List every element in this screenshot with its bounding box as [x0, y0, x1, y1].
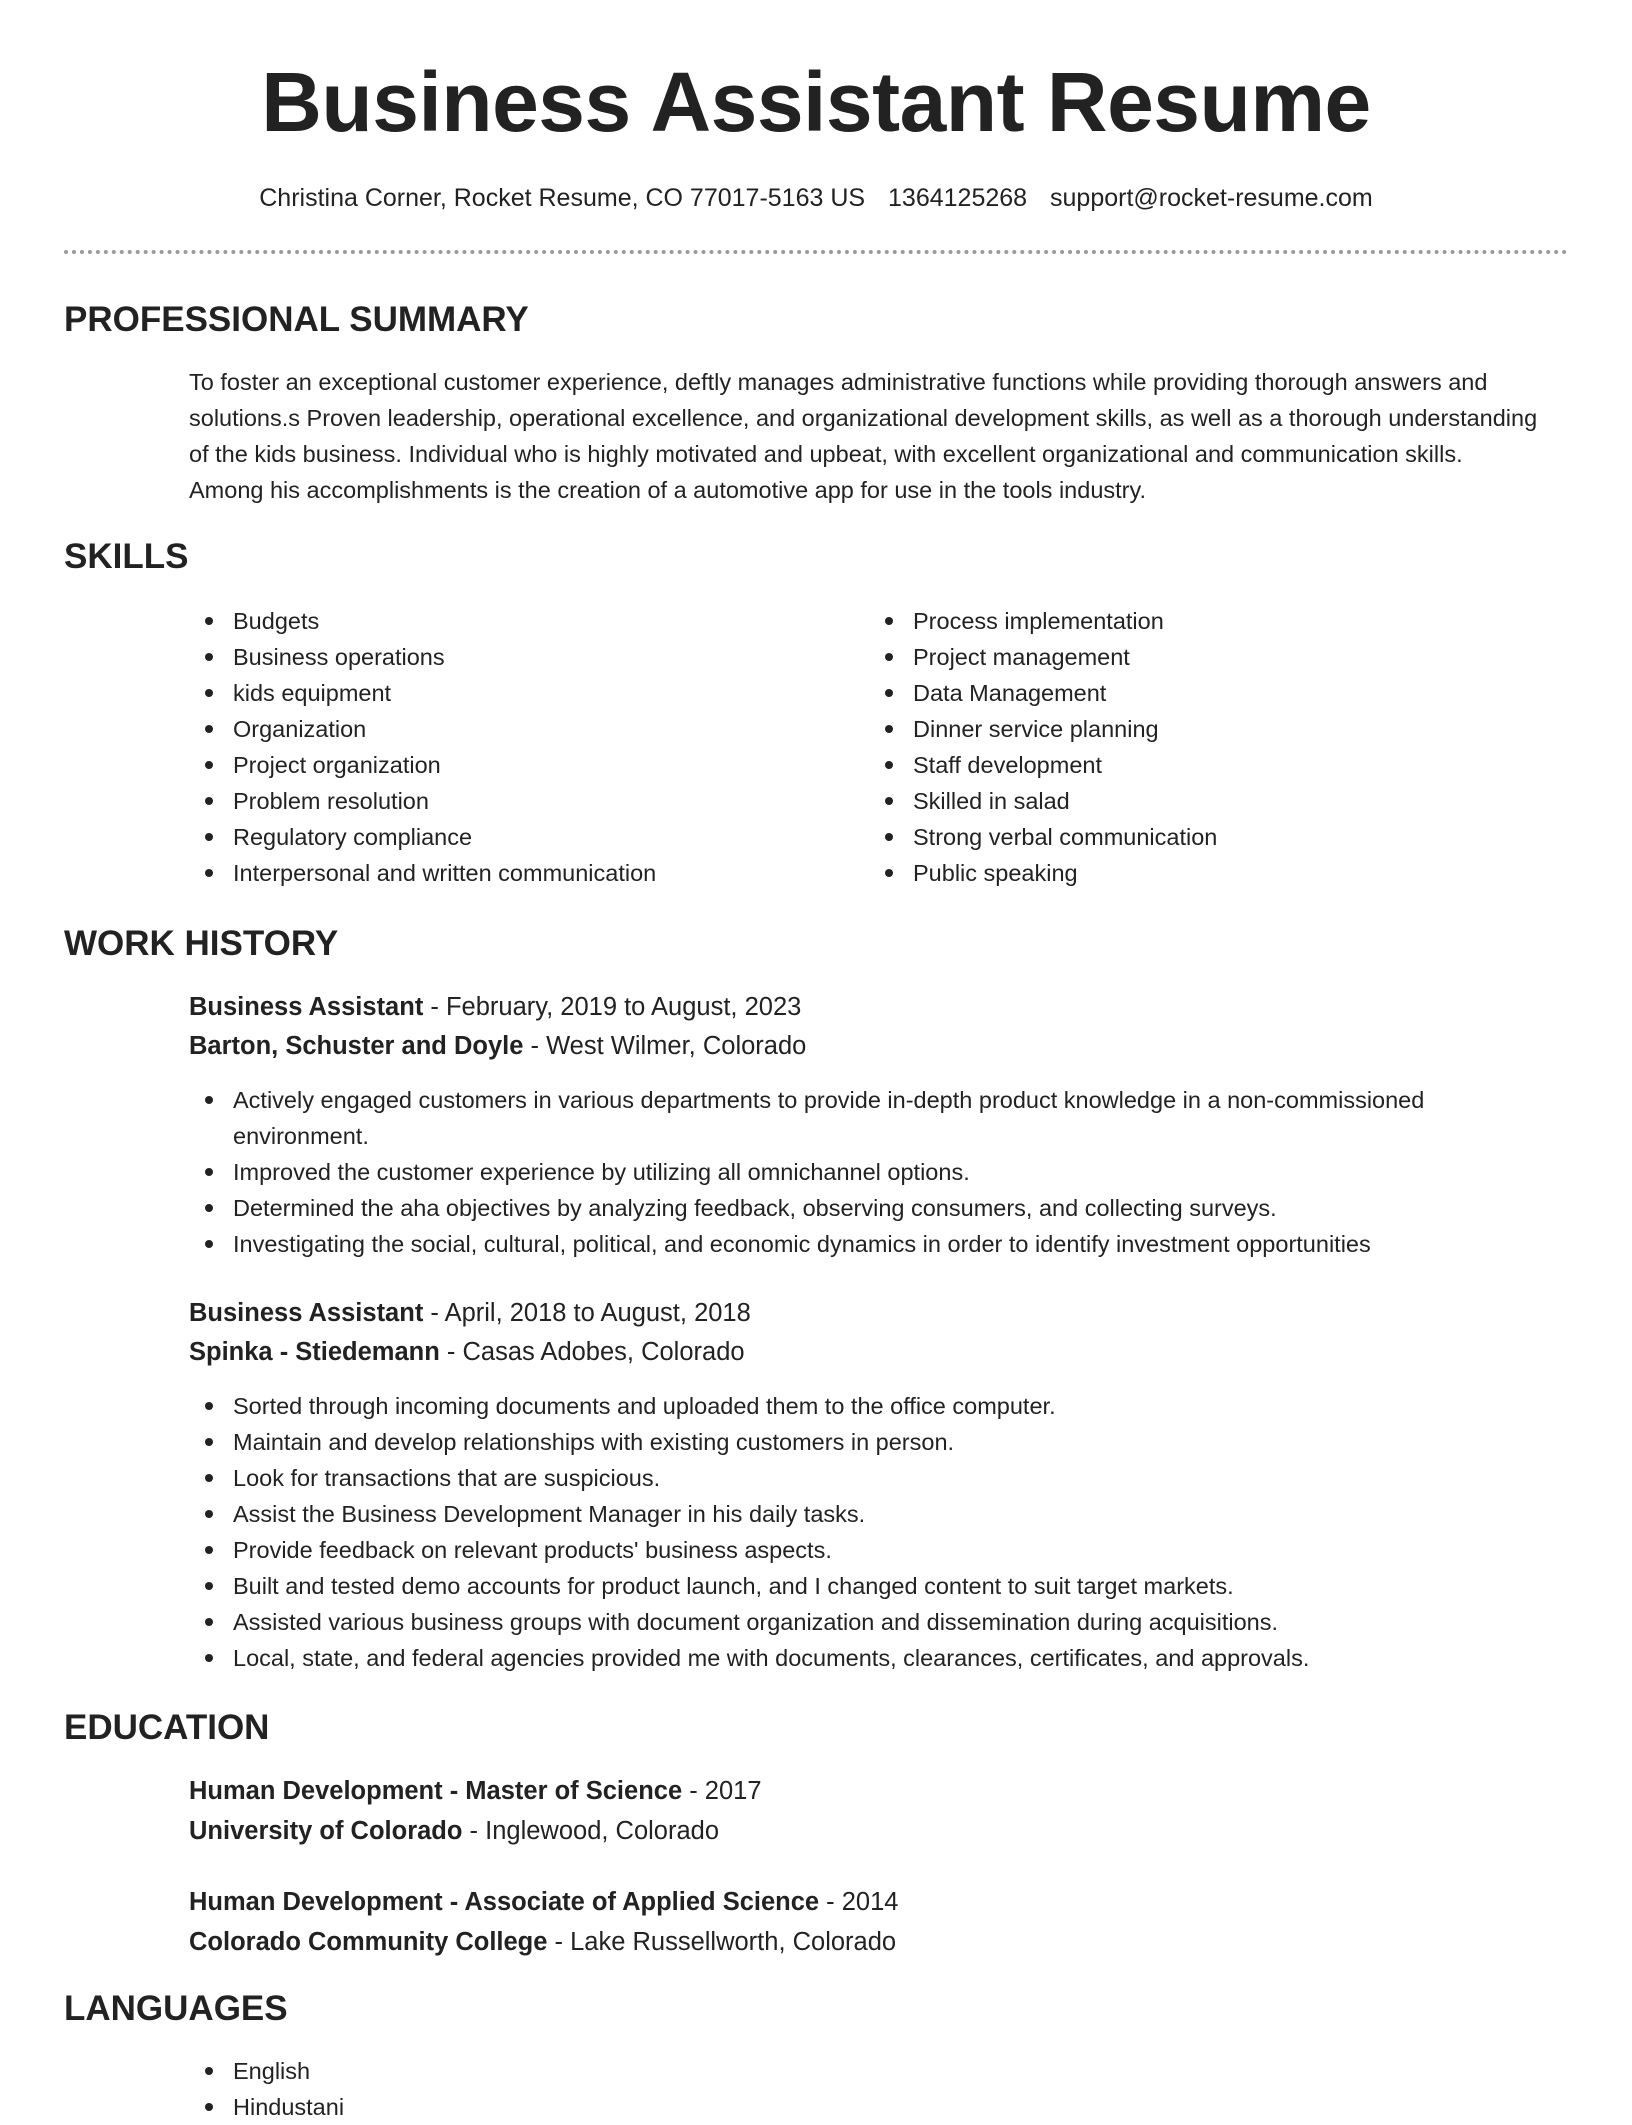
- duty-item: Provide feedback on relevant products' business aspects.: [189, 1532, 1539, 1568]
- summary-text: To foster an exceptional customer experience, deftly manages administrative functions while providing thorough answers and solutions.s Proven leadership, operational excellence, and organizational development skills, as well as a thorough understanding of the kids business. Individual who is highly motivated and upbeat, with excellent organizational and communication skills. Among his accomplishments is the creation of a automotive app for use in the tools industry.: [189, 369, 1538, 503]
- duty-item: Assist the Business Development Manager in his daily tasks.: [189, 1496, 1539, 1532]
- job-role: Business Assistant: [189, 1299, 424, 1327]
- duty-item: Look for transactions that are suspicious.: [189, 1460, 1539, 1496]
- job-duties-list: [189, 1082, 1539, 1262]
- degree-year: - 2014: [819, 1888, 899, 1916]
- languages-list: [189, 2053, 789, 2125]
- job-company-line: [189, 1334, 745, 1370]
- duty-item: Built and tested demo accounts for product launch, and I changed content to suit target markets.: [189, 1568, 1539, 1604]
- skills-list-right: [869, 603, 1509, 891]
- resume-title: Business Assistant Resume: [261, 55, 1371, 149]
- contact-email: support@rocket-resume.com: [1050, 184, 1373, 212]
- header-divider: [64, 250, 1568, 254]
- language-item: Hindustani: [189, 2089, 789, 2125]
- job-title-line: [189, 1295, 751, 1331]
- language-item: English: [189, 2053, 789, 2089]
- duty-item: Actively engaged customers in various departments to provide in-depth product knowledge in a non-commissioned environment.: [189, 1082, 1539, 1154]
- skill-item: Process implementation: [869, 603, 1509, 639]
- skill-item: Dinner service planning: [869, 711, 1509, 747]
- job-location: - Casas Adobes, Colorado: [439, 1338, 745, 1366]
- degree-name: Human Development - Associate of Applied Science: [189, 1888, 820, 1916]
- skill-item: Project organization: [189, 747, 829, 783]
- duty-item: Improved the customer experience by utilizing all omnichannel options.: [189, 1154, 1539, 1190]
- skill-item: Interpersonal and written communication: [189, 855, 829, 891]
- job-dates: - February, 2019 to August, 2023: [423, 993, 802, 1021]
- job-location: - West Wilmer, Colorado: [523, 1032, 807, 1060]
- skill-item: Staff development: [869, 747, 1509, 783]
- school-location: - Inglewood, Colorado: [462, 1817, 720, 1845]
- skill-item: Problem resolution: [189, 783, 829, 819]
- contact-line: [0, 182, 1632, 214]
- duty-item: Determined the aha objectives by analyzing feedback, observing consumers, and collecting surveys.: [189, 1190, 1539, 1226]
- duty-item: Maintain and develop relationships with existing customers in person.: [189, 1424, 1539, 1460]
- degree-line: [189, 1773, 762, 1809]
- job-company-line: [189, 1028, 806, 1064]
- job-company: Spinka - Stiedemann: [189, 1338, 440, 1366]
- duty-item: Sorted through incoming documents and uploaded them to the office computer.: [189, 1388, 1539, 1424]
- skill-item: Project management: [869, 639, 1509, 675]
- skill-item: Strong verbal communication: [869, 819, 1509, 855]
- education-heading: EDUCATION: [64, 1708, 270, 1747]
- job-role: Business Assistant: [189, 993, 424, 1021]
- skill-item: Budgets: [189, 603, 829, 639]
- skill-item: Business operations: [189, 639, 829, 675]
- skill-item: Skilled in salad: [869, 783, 1509, 819]
- skill-item: kids equipment: [189, 675, 829, 711]
- duty-item: Local, state, and federal agencies provided me with documents, clearances, certificates, and approvals.: [189, 1640, 1539, 1676]
- degree-line: [189, 1884, 898, 1920]
- summary-heading: PROFESSIONAL SUMMARY: [64, 300, 529, 339]
- skill-item: Public speaking: [869, 855, 1509, 891]
- school-name: Colorado Community College: [189, 1928, 548, 1956]
- school-location: - Lake Russellworth, Colorado: [547, 1928, 897, 1956]
- skill-item: Regulatory compliance: [189, 819, 829, 855]
- skill-item: Data Management: [869, 675, 1509, 711]
- languages-heading: LANGUAGES: [64, 1989, 288, 2028]
- contact-phone: 1364125268: [888, 184, 1028, 212]
- skills-list-left: [189, 603, 829, 891]
- job-dates: - April, 2018 to August, 2018: [423, 1299, 751, 1327]
- job-company: Barton, Schuster and Doyle: [189, 1032, 524, 1060]
- degree-name: Human Development - Master of Science: [189, 1777, 683, 1805]
- school-line: [189, 1813, 719, 1849]
- job-title-line: [189, 989, 801, 1025]
- duty-item: Investigating the social, cultural, political, and economic dynamics in order to identify investment opportunities: [189, 1226, 1539, 1262]
- degree-year: - 2017: [682, 1777, 762, 1805]
- contact-address: Christina Corner, Rocket Resume, CO 77017-5163 US: [259, 184, 866, 212]
- school-line: [189, 1924, 896, 1960]
- duty-item: Assisted various business groups with document organization and dissemination during acquisitions.: [189, 1604, 1539, 1640]
- school-name: University of Colorado: [189, 1817, 463, 1845]
- skills-heading: SKILLS: [64, 537, 189, 576]
- work-heading: WORK HISTORY: [64, 924, 339, 963]
- job-duties-list: [189, 1388, 1539, 1676]
- skill-item: Organization: [189, 711, 829, 747]
